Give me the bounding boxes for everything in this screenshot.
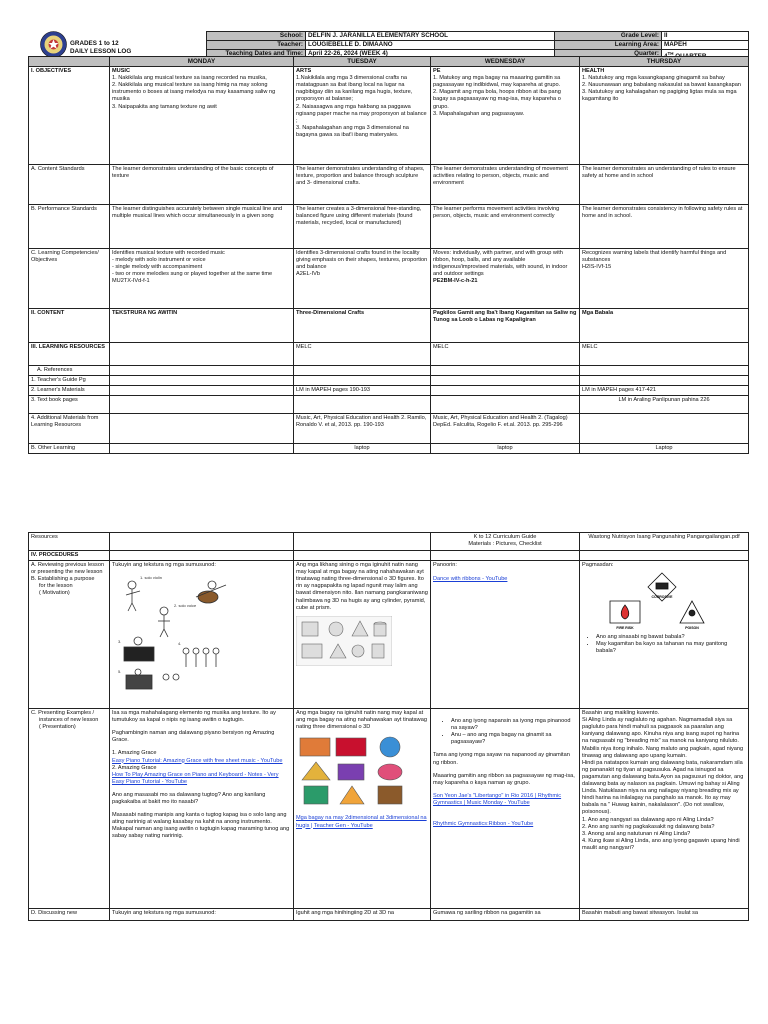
deped-seal-logo (40, 31, 67, 58)
learning-resources-tuesday: MELC (294, 343, 431, 366)
content-monday: TEKSTRURA NG AWITIN (110, 309, 294, 343)
performance-standards-label: B. Performance Standards (29, 205, 110, 249)
libertango-rhythmic-gymnastics-link[interactable]: Son Yeon Jae's "Libertango" in Rio 2016 | Rhythmic Gymnastics | Music Monday - YouTube (433, 792, 562, 806)
present-wednesday-question-1: • Ano ang iyong napansin sa iyong mga pinanood na sayaw? (451, 718, 577, 732)
day-header-thursday: THURSDAY (580, 57, 749, 67)
teaching-dates-label: Teaching Dates and Time: (207, 50, 306, 62)
guide-wednesday (431, 376, 580, 386)
teacher-label: Teacher: (207, 41, 306, 50)
content-standards-label: A. Content Standards (29, 165, 110, 205)
procedures-tuesday (294, 551, 431, 561)
performance-standards-wednesday: The learner performs movement activities involving person, objects, music and environment correctly (431, 205, 580, 249)
competencies-monday: Identifies musical texture with recorded music - melody with solo instrument or voice - single melody with accompaniment - two or more melodies sung or played together at the same time MU2TX-IVd-f-1 (110, 249, 294, 309)
subject-health: HEALTH (582, 68, 605, 75)
learning-area-label: Learning Area: (555, 41, 662, 50)
review-thursday-question-1: • Ano ang sinasabi ng bawat babala? (596, 634, 746, 641)
lesson-log-table-page1 (28, 56, 749, 454)
learning-area-value: MAPEH (662, 41, 749, 50)
review-monday-text: Tukuyin ang tekstura ng mga sumusunod: (112, 562, 216, 569)
presenting-label: C. Presenting Examples / (31, 710, 95, 717)
presenting-sub2: ( Presentation) (39, 724, 76, 731)
additional-materials-label: 4. Additional Materials from Learning Resources (29, 414, 110, 444)
review-thursday-questions (582, 634, 746, 655)
grade-level-value: II (662, 32, 749, 41)
present-monday-p1: Isa sa mga mahahalagang elemento ng musika ang texture. Ito ay tumutukoy sa kapal o nipis ng isang awitin o tugtugin. (112, 710, 276, 724)
log-title-line1: GRADES 1 to 12 (70, 40, 119, 47)
sign-label-poison: POISON (685, 626, 699, 631)
sign-label-fire-risk: FIRE RISK (616, 626, 634, 631)
competencies-tuesday: Identifies 3-dimensional crafts found in the locality giving emphasis on their shapes, textures, proportion and balance A2EL-IVb (294, 249, 431, 309)
review-label: A. Reviewing previous lesson or presenting the new lesson (31, 562, 105, 576)
music-texture-illustrations (116, 571, 236, 696)
learners-materials-wednesday (431, 386, 580, 396)
discussing-label: D. Discussing new (29, 909, 110, 921)
content-standards-thursday: The learner demonstrates an understanding of rules to ensure safety at home and in school (580, 165, 749, 205)
objectives-wednesday (431, 67, 580, 165)
objectives-tuesday (294, 67, 431, 165)
review-thursday (580, 561, 749, 709)
grade-level-label: Grade Level: (555, 32, 662, 41)
objectives-wednesday-text: 1. Matukoy ang mga bagay na maaaring gamitin sa pagsasayaw ng indibidwal, may kapareha at grupo. 2. Magamit ang mga bola, hoops ribbon at iba pang bagay sa pagsasayaw ng mag-isa, may kapareha o grupo. 3. Mapahalagahan ang pagsasayaw. (433, 75, 561, 117)
presenting-monday (110, 709, 294, 909)
present-monday-p3: Ano ang masasabi mo sa dalawang tugtog? Ano ang kanilang pagkakaiba at bakit mo ito nasabi? (112, 791, 266, 806)
present-wednesday-question-2: • Anu – ano ang mga bagay na ginamit sa pagsasayaw? (451, 732, 577, 746)
presenting-tuesday (294, 709, 431, 909)
procedures-monday (110, 551, 294, 561)
review-monday-caption-3: 3. (118, 639, 122, 645)
performance-standards-tuesday: The learner creates a 3-dimensional free-standing, balanced figure using different materials (found materials, recycled, local or manufactured) (294, 205, 431, 249)
discussing-thursday: Basahin mabuti ang bawat sitwasyon. Isulat sa (580, 909, 749, 921)
resources-cont-thursday: Wastong Nutrisyon Isang Pangunahing Pangangailangan.pdf (580, 533, 749, 551)
competencies-wednesday-text: Moves: individually, with partner, and with group with ribbon, hoop, balls, and any available indigenous/improvised materials, with sound, in indoor and outdoor settings (433, 250, 568, 278)
review-wednesday (431, 561, 580, 709)
review-thursday-label: Pagmasdan: (582, 562, 614, 569)
present-monday-item1: 1. Amazing Grace (112, 750, 157, 757)
3d-objects-illustration (296, 734, 414, 808)
objectives-monday (110, 67, 294, 165)
content-standards-monday: The learner demonstrates understanding of the basic concepts of texture (110, 165, 294, 205)
resources-cont-monday (110, 533, 294, 551)
discussing-monday: Tukuyin ang tekstura ng mga sumusunod: (110, 909, 294, 921)
day-header-blank (29, 57, 110, 67)
content-label: II. CONTENT (29, 309, 110, 343)
day-header-monday: MONDAY (110, 57, 294, 67)
textbook-pages-thursday: LM in Araling Panlipunan pahina 226 (580, 396, 749, 414)
review-monday-caption-2: 2. solo voice (174, 603, 197, 609)
references-wednesday (431, 366, 580, 376)
references-label: A. References (29, 366, 110, 376)
content-standards-tuesday: The learner demonstrates understanding of shapes, texture, proportion and balance through sculpture and 3- dimensional crafts. (294, 165, 431, 205)
review-monday-caption-4: 4. (178, 641, 182, 647)
guide-thursday (580, 376, 749, 386)
competencies-thursday: Recognizes warning labels that identify harmful things and substances H2IS-IVf-15 (580, 249, 749, 309)
learning-resources-wednesday: MELC (431, 343, 580, 366)
purpose-label: B. Establishing a purpose (31, 576, 95, 583)
resources-cont-wednesday: K to 12 Curriculum Guide Materials : Pictures, Checklist (431, 533, 580, 551)
school-value: DELFIN J. JARANILLA ELEMENTARY SCHOOL (306, 32, 555, 41)
other-learning-monday (110, 444, 294, 454)
other-learning-wednesday: laptop (431, 444, 580, 454)
teachers-guide-label: 1. Teacher's Guide Pg (29, 376, 110, 386)
performance-standards-monday: The learner distinguishes accurately between single musical line and multiple musical lines which occur simultaneously in a given song (110, 205, 294, 249)
references-monday (110, 366, 294, 376)
rhythmic-gymnastics-ribbon-link[interactable]: Rhythmic Gymnastics:Ribbon - YouTube (433, 821, 534, 828)
present-tuesday-text: Ang mga bagay na iginuhit natin nang may kapal at ang mga bagay na ating nahahawakan ayt tinatawag nating three dimensional o 3D (296, 710, 427, 731)
day-header-tuesday: TUESDAY (294, 57, 431, 67)
learning-resources-monday (110, 343, 294, 366)
content-standards-wednesday: The learner demonstrates understanding of movement activities relating to person, objects, music and environment (431, 165, 580, 205)
learners-materials-thursday: LM in MAPEH pages 417-421 (580, 386, 749, 396)
teaching-dates-value: April 22-26, 2024 (WEEK 4) (306, 50, 555, 62)
competencies-label: C. Learning Competencies/ Objectives (29, 249, 110, 309)
references-thursday (580, 366, 749, 376)
content-wednesday: Pagkilos Gamit ang Iba't Ibang Kagamitan sa Saliw ng Tunog sa Loob o Labas ng Kapaligiran (431, 309, 580, 343)
competencies-wednesday-code: PE2BM-IV-c-h-21 (433, 278, 478, 285)
warning-signs-illustration (600, 571, 710, 631)
amazing-grace-link-2[interactable]: How To Play Amazing Grace on Piano and Keyboard - Notes - Very Easy Piano Tutorial - YouTube (112, 771, 279, 785)
textbook-wednesday (431, 396, 580, 414)
present-wednesday-questions (433, 718, 577, 746)
learning-resources-label: III. LEARNING RESOURCES (29, 343, 110, 366)
textbook-monday (110, 396, 294, 414)
objectives-tuesday-text: 1.Nakikilala ang mga 3 dimensional crafts na matatagpuan sa ibat ibang local na lugar na nagbibigay diin sa kanilang mga hugis, texture, proporsyon at balanse; 2. Naisasagwa ang mga hakbang sa paggawa ngisang paper mache na may proporsyon at balance ; 3. Napahalagahan ang mga 3 dimensional na bagayna gawa sa ibat'i ibang materyales. (296, 75, 427, 138)
other-learning-thursday: Laptop (580, 444, 749, 454)
quarter-label: Quarter: (555, 50, 662, 62)
learners-materials-monday (110, 386, 294, 396)
3d-shapes-illustration (296, 616, 392, 666)
additional-materials-thursday (580, 414, 749, 444)
additional-materials-tuesday: Music, Art, Physical Education and Health 2. Ramilo, Ronaldo V. et al, 2013. pp. 190-193 (294, 414, 431, 444)
other-learning-tuesday: laptop (294, 444, 431, 454)
presenting-sub: instances of new lesson (39, 717, 99, 724)
subject-pe: PE (433, 68, 441, 75)
review-tuesday (294, 561, 431, 709)
present-monday-item2: 2. Amazing Grace (112, 764, 157, 771)
additional-materials-monday (110, 414, 294, 444)
sign-label-corrosive: CORROSIVE (651, 595, 673, 600)
performance-standards-thursday: The learner demonstrates consistency in following safety rules at home and in school. (580, 205, 749, 249)
review-monday (110, 561, 294, 709)
quarter-suffix: TH (667, 51, 674, 56)
competencies-wednesday (431, 249, 580, 309)
textbook-tuesday (294, 396, 431, 414)
content-thursday: Mga Babala (580, 309, 749, 343)
other-learning-label: B. Other Learning (29, 444, 110, 454)
review-monday-caption-1: 1. solo violin (140, 575, 163, 581)
present-wednesday-p1: Tama ang iyong mga sayaw na napanood ay ginamitan ng ribbon. (433, 752, 570, 766)
guide-monday (110, 376, 294, 386)
dance-with-ribbons-link[interactable]: Dance with ribbons - YouTube (433, 576, 508, 583)
objectives-thursday (580, 67, 749, 165)
learners-materials-label: 2. Learner's Materials (29, 386, 110, 396)
procedures-label: IV. PROCEDURES (29, 551, 110, 561)
resources-continued-label: Resources (29, 533, 110, 551)
learners-materials-tuesday: LM in MAPEH pages 190-193 (294, 386, 431, 396)
present-wednesday-p2: Maaaring gamitin ang ribbon sa pagsasayaw ng mag-isa, may kapareha o kaya naman ay grupo. (433, 772, 575, 786)
lesson-log-table-page2 (28, 532, 749, 921)
present-monday-p2: Paghambingin naman ang dalawang piyano bersiyon ng Amazing Grace. (112, 730, 275, 744)
school-label: School: (207, 32, 306, 41)
content-tuesday: Three-Dimensional Crafts (294, 309, 431, 343)
objectives-monday-text: 1. Nakikilala ang musical texture sa isang recorded na musika, 2. Nakikilala ang musical texture sa isang himig na may solong instrumento o boses at isang melodya na may kasamang saliw ng musika 3. Naipapakita ang tamang texture ng awit (112, 75, 276, 110)
subject-music: MUSIC (112, 68, 131, 75)
log-title-line2: DAILY LESSON LOG (70, 48, 132, 55)
presenting-wednesday (431, 709, 580, 909)
discussing-tuesday: Iguhit ang mga hinihingiing 2D at 3D na (294, 909, 431, 921)
teacher-value: LOUGIEBELLE D. DIMAANO (306, 41, 555, 50)
procedures-thursday (580, 551, 749, 561)
present-monday-p4: Masasabi nating manipis ang kanta o tugtog kapag isa o solo lang ang ating naririnig at walang kasabay na kahit na anong instrumento. Makapal naman ang isang awitin o tugtugin kapag maraming tunog ang sabay sabay nating naririnig. (112, 812, 290, 840)
day-header-wednesday: WEDNESDAY (431, 57, 580, 67)
guide-tuesday (294, 376, 431, 386)
resources-cont-tuesday (294, 533, 431, 551)
procedures-wednesday (431, 551, 580, 561)
2d-3d-shapes-link[interactable]: Mga bagay na may 2dimensional at 3dimensional na hugis | Teacher Gen - YouTube (296, 815, 427, 829)
additional-materials-wednesday: Music, Art, Physical Education and Health 2. (Tagalog) DepEd. Falculita, Rogelio F. et.al. 2013. pp. 295-296 (431, 414, 580, 444)
learning-resources-thursday: MELC (580, 343, 749, 366)
presenting-label-cell (29, 709, 110, 909)
purpose-sub: for the lesson (39, 583, 73, 590)
review-wednesday-label: Panoorin: (433, 562, 457, 569)
objectives-thursday-text: 1. Natutukoy ang mga kasangkapang ginagamit sa bahay 2. Nauunawaan ang babalang nakasulat sa bawat kasangkapan 3. Natutukoy ang kahalagahan ng pagiging ligtas mula sa mga kagamitang ito (582, 75, 741, 103)
objectives-label: I. OBJECTIVES (29, 67, 110, 165)
log-title (70, 40, 131, 56)
discussing-wednesday: Gumawa ng sariling ribbon na gagamitin sa (431, 909, 580, 921)
review-monday-caption-5: 5. (118, 669, 122, 675)
review-thursday-question-2: • May kagamitan ba kayo sa tahanan na may ganitong babala? (596, 641, 746, 655)
purpose-sub2: ( Motivation) (39, 590, 70, 597)
amazing-grace-link-1[interactable]: Easy Piano Tutorial: Amazing Grace with free sheet music - YouTube (112, 757, 283, 764)
references-tuesday (294, 366, 431, 376)
review-tuesday-text: Ang mga likhang sining o mga iginuhit natin nang may kapal at mga bagay na ating nahahawakan ayt tinatawag nating three-dimensional o 3D figures. Ito rin ay nagpapakita ng lapad ngunit may lalim ang bawat dimensiyon nito. Ilan namang pangkaraniwang halimbawa ng 3D na hugis ay ang cylinder, pyramid, cube at prism. (296, 562, 428, 611)
textbook-pages-label: 3. Text book pages (29, 396, 110, 414)
presenting-thursday: Basahin ang maikling kuwento. Si Aling Linda ay naglaluto ng agahan. Nagmamadali siya sa pagluluto para hindi mahuli sa pagpasok sa paaralan ang kaniyang dalawang apo. Kinuha niya ang isang supot ng harina na nagsasabi ng "breading mix" sa manok na kaniyang niluluto. Mabilis niya itong inihalo. Nang maluto ang pagkain, agad niyang tinawag ang dalawang apo upang kumain. Hindi pa natatapos kumain ang dalawang bata, nakaramdam sila ng pananakit ng tiyan at pagsusuka. Agad na isinugod sa pagamutan ang dalawang bata.Ayon sa pagsusuri ng doktor, ang dalawang bata ay nalason sa pagkain. Umuwi ng bahay si Aling Linda. Natuklasan niya na ang nailagay niyang breading mix ay hindi harina na inilalagay na panghalo sa manok. Ito ay may babala na " Huwag kainin, nakalalason". (Do not swallow, poisonous). 1. Ano ang nangyari sa dalawang apo ni Aling Linda? 2. Ano ang sanhi ng pagkakasakit ng dalawang bata? 3. Anong aral ang natutunan ni Aling Linda? 4. Kung ikaw si Aling Linda, ano ang iyong gagawin upang hindi maulit ang nangyari? (580, 709, 749, 909)
subject-arts: ARTS (296, 68, 312, 75)
review-purpose-label (29, 561, 110, 709)
